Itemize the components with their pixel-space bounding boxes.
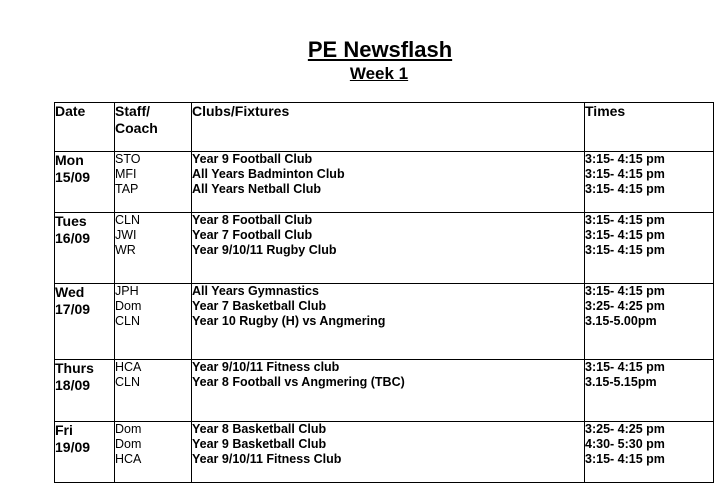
staff-code: HCA: [115, 452, 142, 466]
header-date-label: Date: [55, 103, 86, 119]
page-subtitle: Week 1: [349, 64, 409, 83]
time-entry: 3.15-5.15pm: [585, 375, 657, 389]
day-cell: [55, 360, 115, 422]
table-row: [55, 152, 714, 213]
time-entry: 3:15- 4:15 pm: [585, 228, 665, 242]
club-entry: Year 10 Rugby (H) vs Angmering: [192, 314, 386, 328]
clubs-cell: [192, 152, 585, 213]
club-entry: Year 7 Football Club: [192, 228, 313, 242]
header-staff-label-line1: Staff/: [115, 103, 150, 119]
club-entry: Year 8 Basketball Club: [192, 422, 327, 436]
day-name: Fri: [55, 422, 73, 438]
times-cell: [585, 284, 714, 360]
time-entry: 3:15- 4:15 pm: [585, 360, 665, 374]
header-times-label: Times: [585, 103, 626, 119]
time-entry: 3.15-5.00pm: [585, 314, 657, 328]
club-entry: Year 7 Basketball Club: [192, 299, 327, 313]
staff-code: CLN: [115, 375, 141, 389]
times-cell: [585, 360, 714, 422]
clubs-cell: [192, 213, 585, 284]
day-date: 18/09: [55, 377, 91, 393]
schedule-table: [54, 102, 714, 483]
staff-cell: [115, 422, 192, 483]
time-entry: 3:15- 4:15 pm: [585, 167, 665, 181]
club-entry: Year 8 Football Club: [192, 213, 313, 227]
staff-code: MFI: [115, 167, 137, 181]
staff-code: Dom: [115, 437, 142, 451]
day-date: 17/09: [55, 301, 91, 317]
day-name: Mon: [55, 152, 84, 168]
times-cell: [585, 213, 714, 284]
time-entry: 3:15- 4:15 pm: [585, 213, 665, 227]
day-cell: [55, 152, 115, 213]
header-cell-staff: [115, 103, 192, 152]
day-name: Thurs: [55, 360, 94, 376]
time-entry: 3:15- 4:15 pm: [585, 182, 665, 196]
club-entry: Year 8 Football vs Angmering (TBC): [192, 375, 405, 389]
club-entry: Year 9/10/11 Fitness club: [192, 360, 340, 374]
day-cell: [55, 422, 115, 483]
staff-cell: [115, 152, 192, 213]
table-row: [55, 213, 714, 284]
day-date: 19/09: [55, 439, 91, 455]
time-entry: 3:15- 4:15 pm: [585, 284, 665, 298]
day-date: 16/09: [55, 230, 91, 246]
clubs-cell: [192, 284, 585, 360]
staff-code: CLN: [115, 314, 141, 328]
clubs-cell: [192, 422, 585, 483]
header-cell-times: [585, 103, 714, 152]
page-title: PE Newsflash: [307, 37, 453, 62]
staff-cell: [115, 284, 192, 360]
header-staff-label-line2: Coach: [115, 120, 158, 136]
staff-code: STO: [115, 152, 141, 166]
table-row: [55, 422, 714, 483]
club-entry: Year 9 Basketball Club: [192, 437, 327, 451]
club-entry: Year 9/10/11 Rugby Club: [192, 243, 337, 257]
table-header-row: [55, 103, 714, 152]
staff-code: Dom: [115, 422, 142, 436]
day-name: Wed: [55, 284, 85, 300]
staff-code: JPH: [115, 284, 139, 298]
staff-cell: [115, 360, 192, 422]
time-entry: 4:30- 5:30 pm: [585, 437, 665, 451]
day-cell: [55, 284, 115, 360]
staff-code: Dom: [115, 299, 142, 313]
staff-cell: [115, 213, 192, 284]
times-cell: [585, 422, 714, 483]
time-entry: 3:15- 4:15 pm: [585, 452, 665, 466]
club-entry: Year 9 Football Club: [192, 152, 313, 166]
header-cell-clubs: [192, 103, 585, 152]
clubs-cell: [192, 360, 585, 422]
staff-code: JWI: [115, 228, 137, 242]
table-row: [55, 360, 714, 422]
staff-code: TAP: [115, 182, 139, 196]
club-entry: All Years Gymnastics: [192, 284, 319, 298]
time-entry: 3:25- 4:25 pm: [585, 422, 665, 436]
club-entry: All Years Badminton Club: [192, 167, 345, 181]
club-entry: All Years Netball Club: [192, 182, 321, 196]
club-entry: Year 9/10/11 Fitness Club: [192, 452, 342, 466]
times-cell: [585, 152, 714, 213]
header-clubs-label: Clubs/Fixtures: [192, 103, 290, 119]
header-cell-date: [55, 103, 115, 152]
day-cell: [55, 213, 115, 284]
table-row: [55, 284, 714, 360]
time-entry: 3:25- 4:25 pm: [585, 299, 665, 313]
time-entry: 3:15- 4:15 pm: [585, 152, 665, 166]
staff-code: HCA: [115, 360, 142, 374]
day-name: Tues: [55, 213, 87, 229]
staff-code: CLN: [115, 213, 141, 227]
time-entry: 3:15- 4:15 pm: [585, 243, 665, 257]
staff-code: WR: [115, 243, 136, 257]
day-date: 15/09: [55, 169, 91, 185]
